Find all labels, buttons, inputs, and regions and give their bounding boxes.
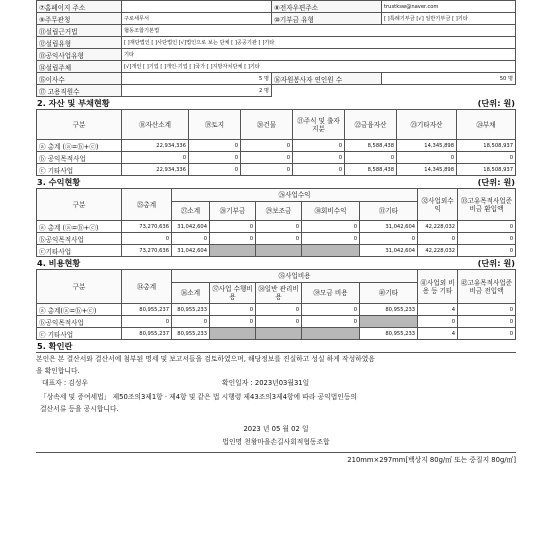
table-cell: 0 — [458, 316, 516, 328]
statement-line: 을 확인합니다. — [36, 367, 80, 375]
revenue-table — [36, 188, 516, 257]
table-cell: 0 — [210, 233, 256, 245]
settlement-form — [36, 0, 516, 467]
expense-table — [36, 269, 516, 340]
table-cell: 18,508,937 — [457, 140, 516, 152]
col-reserve-return: ㉝고유목적사업준비금 환입액 — [458, 189, 516, 221]
section-title-text: 4. 비용현황 — [37, 258, 81, 268]
col-biz-exec-cost: ㊲사업 수행비용 — [210, 283, 256, 304]
section-title-text: 5. 확인란 — [37, 341, 73, 351]
section-expense-title — [36, 257, 516, 269]
confirm-block — [36, 352, 516, 448]
info-row — [37, 85, 516, 97]
col-stock: ㉑주식 및 출자지분 — [293, 110, 345, 140]
col-gubun: 구분 — [37, 189, 122, 221]
table-cell: 8,588,438 — [345, 164, 397, 176]
row-label: ⓒ 기타사업 — [37, 328, 122, 340]
col-biz-expense: ㉟사업비용 — [172, 270, 418, 283]
corporation-name: 법인명 천왕마을손길사회적협동조합 — [222, 438, 330, 446]
info-row — [37, 49, 516, 61]
table-row — [37, 152, 516, 164]
table-cell: 31,042,604 — [172, 221, 210, 233]
table-row — [37, 328, 516, 340]
table-row — [37, 140, 516, 152]
table-cell: 0 — [293, 140, 345, 152]
table-cell: 0 — [293, 164, 345, 176]
table-row — [37, 164, 516, 176]
row-label: ⓐ 총계 (ⓐ=ⓑ+ⓒ) — [37, 140, 122, 152]
table-cell: 18,508,937 — [457, 164, 516, 176]
table-cell: 42,228,032 — [418, 221, 458, 233]
authority-label: ⑨주무관청 — [37, 13, 122, 25]
directors-label: ⑮이사수 — [37, 73, 122, 85]
table-cell: 0 — [458, 233, 516, 245]
table-cell: 0 — [458, 245, 516, 257]
email-label: ⑧전자우편주소 — [272, 1, 382, 13]
basis-law-value: 협동조합기본법 — [122, 25, 516, 37]
volunteers-label: ⑯자원봉사자 연인원 수 — [272, 73, 382, 85]
table-cell: 0 — [418, 233, 458, 245]
homepage-label: ⑦홈페이지 주소 — [37, 1, 122, 13]
col-subtotal: ㉗소계 — [172, 202, 210, 221]
table-cell: 0 — [241, 140, 293, 152]
table-cell: 0 — [345, 152, 397, 164]
unit-label: (단위: 원) — [477, 177, 515, 187]
table-cell: 73,270,636 — [122, 245, 172, 257]
header-row — [37, 189, 516, 202]
table-cell: 0 — [172, 316, 210, 328]
establish-type-label: ⑫설립유형 — [37, 37, 122, 49]
col-fee: ㉚회비수익 — [302, 202, 360, 221]
table-cell: 31,042,604 — [172, 245, 210, 257]
row-label: ⓑ공익목적사업 — [37, 233, 122, 245]
table-cell: 42,228,032 — [418, 245, 458, 257]
table-cell: 22,934,336 — [122, 140, 189, 152]
table-cell: 0 — [189, 152, 241, 164]
col-revenue-total: ㉕총계 — [122, 189, 172, 221]
table-cell — [302, 245, 360, 257]
col-donation: ㉘기부금 — [210, 202, 256, 221]
table-cell: 0 — [302, 233, 360, 245]
empty-cell — [272, 85, 516, 97]
table-cell: 0 — [172, 233, 210, 245]
public-biz-type-label: ⑬공익사업유형 — [37, 49, 122, 61]
donation-type-value: [ ]특례기부금 [√] 일반기부금 [ ]기타 — [382, 13, 516, 25]
table-row — [37, 233, 516, 245]
info-row — [37, 61, 516, 73]
authority-value: 구로세무서 — [122, 13, 272, 25]
law-line: 「상속세 및 증여세법」 제50조의3제1항 · 제4항 및 같은 법 시행령 제43조의3제4항에 따라 공익법인등의 — [40, 393, 357, 401]
table-cell: 80,955,233 — [172, 304, 210, 316]
table-cell — [256, 328, 302, 340]
table-cell: 14,345,898 — [397, 140, 457, 152]
table-cell: 80,955,233 — [360, 304, 418, 316]
table-cell: 4 — [418, 328, 458, 340]
table-cell: 0 — [210, 304, 256, 316]
public-biz-type-value: 기타 — [122, 49, 516, 61]
col-other-asset: ㉓기타자산 — [397, 110, 457, 140]
table-row — [37, 221, 516, 233]
info-row — [37, 73, 516, 85]
employees-value: 2 명 — [122, 85, 272, 97]
table-cell: 8,588,438 — [345, 140, 397, 152]
table-cell: 0 — [302, 316, 360, 328]
col-other: ㊵기타 — [360, 283, 418, 304]
table-cell — [302, 328, 360, 340]
col-subsidy: ㉙보조금 — [256, 202, 302, 221]
header-row — [37, 270, 516, 283]
table-cell: 14,345,898 — [397, 164, 457, 176]
table-cell: 31,042,604 — [360, 245, 418, 257]
table-cell: 0 — [189, 140, 241, 152]
paper-spec: 210mm×297mm[백상지 80g/㎡ 또는 중질지 80g/㎡] — [36, 452, 516, 467]
info-row — [37, 25, 516, 37]
basis-law-label: ⑪설립근거법 — [37, 25, 122, 37]
assets-table — [36, 109, 516, 176]
col-debt: ㉔부채 — [457, 110, 516, 140]
col-gubun: 구분 — [37, 270, 122, 304]
row-label: ⓐ 총계(ⓐ=ⓑ+ⓒ) — [37, 304, 122, 316]
homepage-value — [122, 1, 272, 13]
table-cell: 0 — [458, 328, 516, 340]
table-cell: 0 — [418, 316, 458, 328]
table-cell: 0 — [458, 304, 516, 316]
col-biz-revenue: ㉖사업수익 — [172, 189, 418, 202]
row-label: ⓐ 총계 (ⓐ=ⓑ+ⓒ) — [37, 221, 122, 233]
col-financial: ㉒금융자산 — [345, 110, 397, 140]
table-cell — [210, 328, 256, 340]
col-nonbiz-revenue: ㉜사업외수익 — [418, 189, 458, 221]
table-cell: 0 — [302, 221, 360, 233]
email-value: trustksw@naver.com — [382, 1, 516, 13]
table-cell: 0 — [256, 304, 302, 316]
donation-type-label: ⑩기부금 유형 — [272, 13, 382, 25]
row-label: ⓒ기타사업 — [37, 245, 122, 257]
col-land: ⑲토지 — [189, 110, 241, 140]
statement-line: 본인은 본 결산서와 결산서에 첨부된 명세 및 보고서들을 검토하였으며, 해당정보를 진실하고 성실 하게 작성하였음 — [36, 355, 375, 363]
row-label: ⓑ공익목적사업 — [37, 316, 122, 328]
table-cell: 0 — [293, 152, 345, 164]
section-title-text: 3. 수익현황 — [37, 177, 81, 187]
employees-label: ⑰ 고용직원수 — [37, 85, 122, 97]
info-table — [36, 0, 516, 97]
table-cell — [360, 316, 418, 328]
section-revenue-title — [36, 176, 516, 188]
table-cell: 73,270,636 — [122, 221, 172, 233]
row-label: ⓑ 공익목적사업 — [37, 152, 122, 164]
directors-value: 5 명 — [122, 73, 272, 85]
table-cell: 0 — [397, 152, 457, 164]
table-cell: 0 — [256, 233, 302, 245]
law-line: 결산서류 등을 공시합니다. — [40, 405, 119, 413]
table-cell: 80,955,237 — [122, 304, 172, 316]
info-row — [37, 13, 516, 25]
section-confirm-title — [36, 340, 516, 352]
unit-label: (단위: 원) — [477, 258, 515, 268]
col-building: ⑳건물 — [241, 110, 293, 140]
table-cell: 31,042,604 — [360, 221, 418, 233]
table-row — [37, 316, 516, 328]
col-nonbiz-expense: ㊶사업외 비용 등 기타 — [418, 270, 458, 304]
table-cell: 0 — [189, 164, 241, 176]
info-row — [37, 1, 516, 13]
table-cell: 0 — [122, 316, 172, 328]
col-expense-total: ㉞총계 — [122, 270, 172, 304]
table-cell: 0 — [458, 221, 516, 233]
section-assets-title — [36, 97, 516, 109]
table-cell: 80,955,237 — [122, 328, 172, 340]
founder-value: [√]개인 [ ]기업 [ ]개인·기업 [ ]국가 [ ]지방자치단체 [ ]기타 — [122, 61, 516, 73]
table-cell: 0 — [302, 304, 360, 316]
representative: 대표자 : 김성우 — [42, 379, 89, 387]
table-cell: 0 — [210, 221, 256, 233]
col-fundraising: ㊴모금 비용 — [302, 283, 360, 304]
col-other: ㉛기타 — [360, 202, 418, 221]
table-cell: 0 — [360, 233, 418, 245]
col-subtotal: ㊱소계 — [172, 283, 210, 304]
table-cell — [210, 245, 256, 257]
founder-label: ⑭설립주체 — [37, 61, 122, 73]
table-cell: 0 — [122, 233, 172, 245]
col-gubun: 구분 — [37, 110, 122, 140]
header-row — [37, 110, 516, 140]
table-cell — [256, 245, 302, 257]
table-cell: 0 — [210, 316, 256, 328]
table-cell: 4 — [418, 304, 458, 316]
table-row — [37, 304, 516, 316]
table-cell: 0 — [256, 221, 302, 233]
col-asset-total: ⑱자산소계 — [122, 110, 189, 140]
confirm-date: 확인일자 : 2023년03월31일 — [222, 379, 310, 387]
table-cell: 0 — [241, 164, 293, 176]
row-label: ⓒ 기타사업 — [37, 164, 122, 176]
table-cell: 0 — [256, 316, 302, 328]
rep-date-line — [36, 377, 516, 389]
table-cell: 22,934,336 — [122, 164, 189, 176]
table-cell: 0 — [241, 152, 293, 164]
table-cell: 80,955,233 — [172, 328, 210, 340]
table-row — [37, 245, 516, 257]
establish-type-value: [ ]재단법인 [ ]사단법인 [√]법인으로 보는 단체 [ ]공공기관 [ ]기타 — [122, 37, 516, 49]
table-cell: 0 — [457, 152, 516, 164]
table-cell: 0 — [122, 152, 189, 164]
table-cell: 80,955,233 — [360, 328, 418, 340]
col-reserve-transfer: ㊷고유목적사업준비금 전입액 — [458, 270, 516, 304]
col-general-admin: ㊳일반 관리비용 — [256, 283, 302, 304]
disclosure-date: 2023 년 05 월 02 일 — [243, 425, 309, 433]
volunteers-value: 50 명 — [382, 73, 516, 85]
unit-label: (단위: 원) — [477, 98, 515, 108]
info-row — [37, 37, 516, 49]
section-title-text: 2. 자산 및 부채현황 — [37, 98, 110, 108]
